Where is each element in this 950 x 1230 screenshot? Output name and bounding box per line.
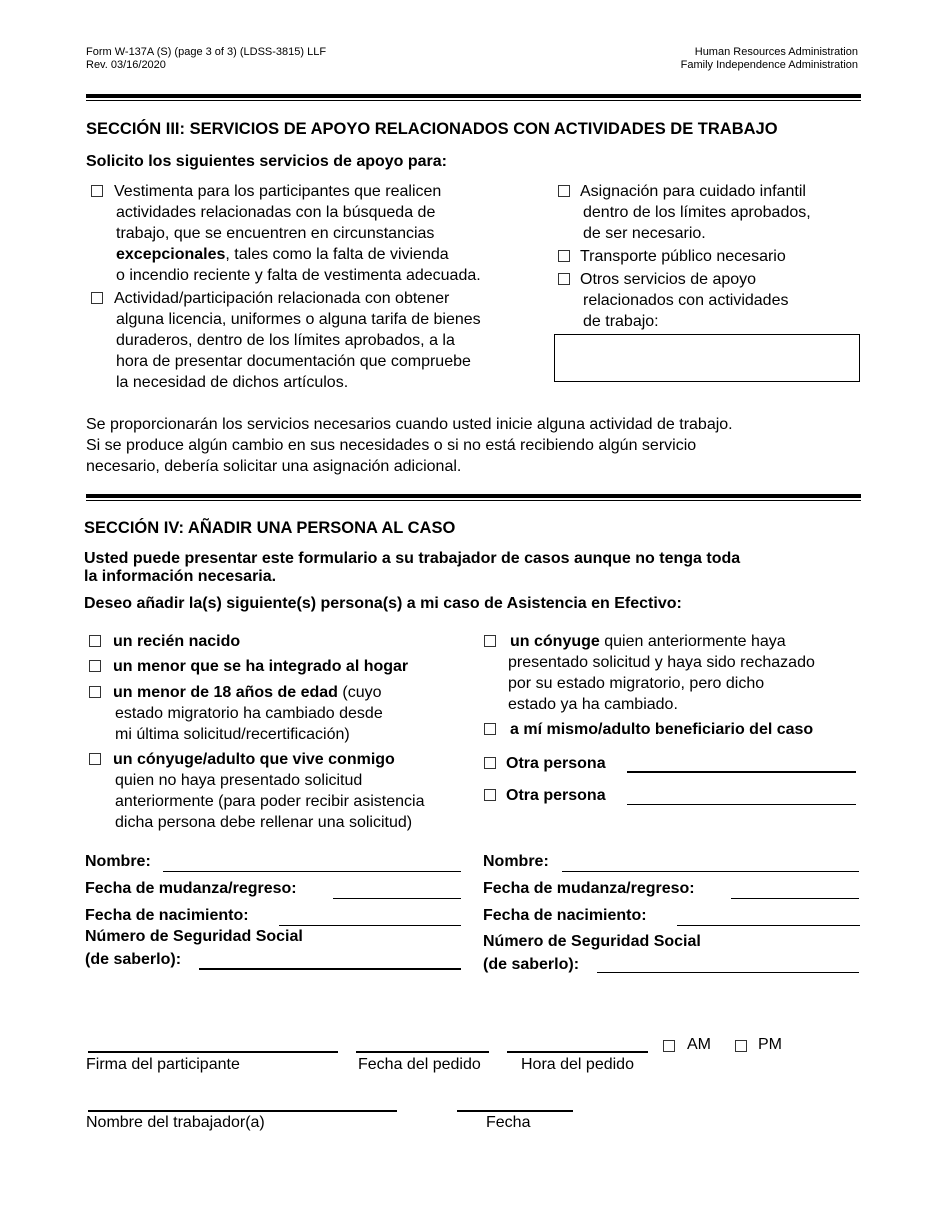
right-name-line bbox=[562, 871, 859, 872]
activity-option bbox=[88, 288, 558, 393]
right-move-date-label: Fecha de mudanza/regreso: bbox=[483, 880, 695, 897]
other-support-line-3: de trabajo: bbox=[583, 313, 659, 330]
clothing-line-3: trabajo, que se encuentren en circunstancias bbox=[116, 225, 435, 242]
form-id: Form W-137A (S) (page 3 of 3) (LDSS-3815) LLF bbox=[86, 46, 327, 58]
clothing-line-4: , tales como la falta de vivienda bbox=[225, 246, 449, 263]
left-move-date-label: Fecha de mudanza/regreso: bbox=[85, 880, 297, 897]
agency-line-1: Human Resources Administration bbox=[694, 46, 858, 58]
section-3-request-label: Solicito los siguientes servicios de apoyo para: bbox=[86, 153, 447, 170]
other-person-1-label: Otra persona bbox=[506, 755, 606, 772]
divider-mid-thin bbox=[86, 500, 861, 501]
worker-name-input[interactable] bbox=[88, 1089, 397, 1109]
other-support-option bbox=[555, 269, 865, 332]
worker-name-label: Nombre del trabajador(a) bbox=[86, 1114, 265, 1131]
participant-signature-input[interactable] bbox=[88, 1030, 338, 1050]
clothing-line-1: Vestimenta para los participantes que realicen bbox=[114, 183, 442, 200]
form-header-right bbox=[681, 46, 858, 72]
right-ssn-line bbox=[597, 972, 859, 973]
left-ssn-label-1: Número de Seguridad Social bbox=[85, 928, 303, 945]
spouse-prev-line-4: estado ya ha cambiado. bbox=[508, 696, 678, 713]
spouse-lives-line-4: dicha persona debe rellenar una solicitud) bbox=[115, 814, 413, 831]
note-line-2: Si se produce algún cambio en sus necesidades o si no está recibiendo algún servicio bbox=[86, 437, 697, 454]
left-name-line bbox=[163, 871, 461, 872]
other-support-input-box[interactable] bbox=[554, 334, 860, 382]
other-person-2-checkbox[interactable] bbox=[484, 789, 496, 801]
right-birth-date-line bbox=[677, 925, 860, 926]
section-4-intro bbox=[84, 550, 740, 586]
minor-18-line-3: mi última solicitud/recertificación) bbox=[115, 726, 350, 743]
spouse-prev-line-3: por su estado migratorio, pero dicho bbox=[508, 675, 765, 692]
spouse-lives-bold: un cónyuge/adulto que vive conmigo bbox=[113, 751, 395, 768]
left-name-label: Nombre: bbox=[85, 853, 151, 870]
newborn-checkbox[interactable] bbox=[89, 635, 101, 647]
participant-signature-label: Firma del participante bbox=[86, 1056, 240, 1073]
agency-line-2: Family Independence Administration bbox=[680, 59, 858, 71]
other-person-2-label: Otra persona bbox=[506, 787, 606, 804]
spouse-prev-option bbox=[510, 631, 870, 715]
minor-joined-checkbox[interactable] bbox=[89, 660, 101, 672]
pm-label: PM bbox=[758, 1036, 782, 1053]
other-person-1-checkbox[interactable] bbox=[484, 757, 496, 769]
transport-label: Transporte público necesario bbox=[580, 248, 786, 265]
left-move-date-input[interactable] bbox=[333, 877, 461, 897]
clothing-option bbox=[88, 181, 558, 286]
right-name-label: Nombre: bbox=[483, 853, 549, 870]
childcare-line-3: de ser necesario. bbox=[583, 225, 706, 242]
other-person-2-line bbox=[627, 804, 856, 805]
spouse-prev-checkbox[interactable] bbox=[484, 635, 496, 647]
childcare-option bbox=[555, 181, 865, 244]
activity-line-2: alguna licencia, uniformes o alguna tarifa de bienes bbox=[116, 311, 481, 328]
section-4-request: Deseo añadir la(s) siguiente(s) persona(s) a mi caso de Asistencia en Efectivo: bbox=[84, 595, 682, 612]
form-header-left bbox=[86, 46, 326, 72]
clothing-bold: excepcionales bbox=[116, 246, 226, 263]
worker-date-label: Fecha bbox=[486, 1114, 531, 1131]
request-date-input[interactable] bbox=[356, 1030, 489, 1050]
divider-mid-thick bbox=[86, 494, 861, 498]
spouse-prev-bold: un cónyuge bbox=[510, 633, 600, 650]
section-4-title: SECCIÓN IV: AÑADIR UNA PERSONA AL CASO bbox=[84, 519, 456, 537]
intro-line-2: la información necesaria. bbox=[84, 568, 277, 585]
note-line-1: Se proporcionarán los servicios necesarios cuando usted inicie alguna actividad de trabajo. bbox=[86, 416, 733, 433]
request-time-line bbox=[507, 1051, 648, 1053]
other-support-line-1: Otros servicios de apoyo bbox=[580, 271, 757, 288]
right-ssn-input[interactable] bbox=[597, 951, 859, 971]
form-revision: Rev. 03/16/2020 bbox=[86, 59, 166, 71]
right-birth-date-label: Fecha de nacimiento: bbox=[483, 907, 647, 924]
am-label: AM bbox=[687, 1036, 711, 1053]
minor-18-bold: un menor de 18 años de edad bbox=[113, 684, 338, 701]
transport-checkbox[interactable] bbox=[558, 250, 570, 262]
left-birth-date-input[interactable] bbox=[279, 904, 461, 924]
other-person-1-line bbox=[627, 771, 856, 773]
section-3-note bbox=[86, 414, 866, 477]
activity-line-3: duraderos, dentro de los límites aprobados, a la bbox=[116, 332, 455, 349]
request-date-line bbox=[356, 1051, 489, 1053]
clothing-line-2: actividades relacionadas con la búsqueda de bbox=[116, 204, 436, 221]
minor-18-line-2: estado migratorio ha cambiado desde bbox=[115, 705, 383, 722]
divider-top-thin bbox=[86, 100, 861, 101]
spouse-lives-option bbox=[113, 749, 483, 833]
spouse-lives-checkbox[interactable] bbox=[89, 753, 101, 765]
left-move-date-line bbox=[333, 898, 461, 899]
clothing-line-5: o incendio reciente y falta de vestimenta adecuada. bbox=[116, 267, 481, 284]
minor-joined-label: un menor que se ha integrado al hogar bbox=[113, 658, 409, 675]
right-birth-date-input[interactable] bbox=[677, 904, 860, 924]
worker-date-input[interactable] bbox=[457, 1089, 573, 1109]
note-line-3: necesario, debería solicitar una asignación adicional. bbox=[86, 458, 462, 475]
other-support-line-2: relacionados con actividades bbox=[583, 292, 789, 309]
am-checkbox[interactable] bbox=[663, 1040, 675, 1052]
myself-checkbox[interactable] bbox=[484, 723, 496, 735]
activity-line-4: hora de presentar documentación que compruebe bbox=[116, 353, 471, 370]
left-birth-date-label: Fecha de nacimiento: bbox=[85, 907, 249, 924]
spouse-lives-line-3: anteriormente (para poder recibir asistencia bbox=[115, 793, 425, 810]
spouse-lives-line-2: quien no haya presentado solicitud bbox=[115, 772, 363, 789]
minor-18-rest: (cuyo bbox=[337, 684, 382, 701]
divider-top-thick bbox=[86, 94, 861, 98]
request-time-label: Hora del pedido bbox=[521, 1056, 634, 1073]
right-ssn-label-2: (de saberlo): bbox=[483, 956, 580, 973]
minor-18-option bbox=[113, 682, 473, 745]
other-person-1-input[interactable] bbox=[627, 750, 856, 770]
left-birth-date-line bbox=[279, 925, 461, 926]
left-ssn-input[interactable] bbox=[199, 947, 461, 967]
request-time-input[interactable] bbox=[507, 1030, 648, 1050]
childcare-line-2: dentro de los límites aprobados, bbox=[583, 204, 811, 221]
spouse-prev-rest: quien anteriormente haya bbox=[599, 633, 786, 650]
spouse-prev-line-2: presentado solicitud y haya sido rechazado bbox=[508, 654, 815, 671]
section-3-title: SECCIÓN III: SERVICIOS DE APOYO RELACIONADOS CON ACTIVIDADES DE TRABAJO bbox=[86, 120, 778, 138]
newborn-label: un recién nacido bbox=[113, 633, 241, 650]
right-move-date-input[interactable] bbox=[731, 877, 859, 897]
left-ssn-line bbox=[199, 968, 461, 970]
right-name-input[interactable] bbox=[562, 850, 859, 870]
activity-line-1: Actividad/participación relacionada con obtener bbox=[114, 290, 450, 307]
worker-date-line bbox=[457, 1110, 573, 1112]
pm-checkbox[interactable] bbox=[735, 1040, 747, 1052]
activity-line-5: la necesidad de dichos artículos. bbox=[116, 374, 349, 391]
intro-line-1: Usted puede presentar este formulario a su trabajador de casos aunque no tenga toda bbox=[84, 550, 741, 567]
right-ssn-label-1: Número de Seguridad Social bbox=[483, 933, 701, 950]
worker-name-line bbox=[88, 1110, 397, 1112]
participant-signature-line bbox=[88, 1051, 338, 1053]
request-date-label: Fecha del pedido bbox=[358, 1056, 481, 1073]
left-name-input[interactable] bbox=[163, 850, 461, 870]
right-move-date-line bbox=[731, 898, 859, 899]
myself-label: a mí mismo/adulto beneficiario del caso bbox=[510, 721, 814, 738]
other-person-2-input[interactable] bbox=[627, 783, 856, 803]
minor-18-checkbox[interactable] bbox=[89, 686, 101, 698]
left-ssn-label-2: (de saberlo): bbox=[85, 951, 182, 968]
childcare-line-1: Asignación para cuidado infantil bbox=[580, 183, 806, 200]
